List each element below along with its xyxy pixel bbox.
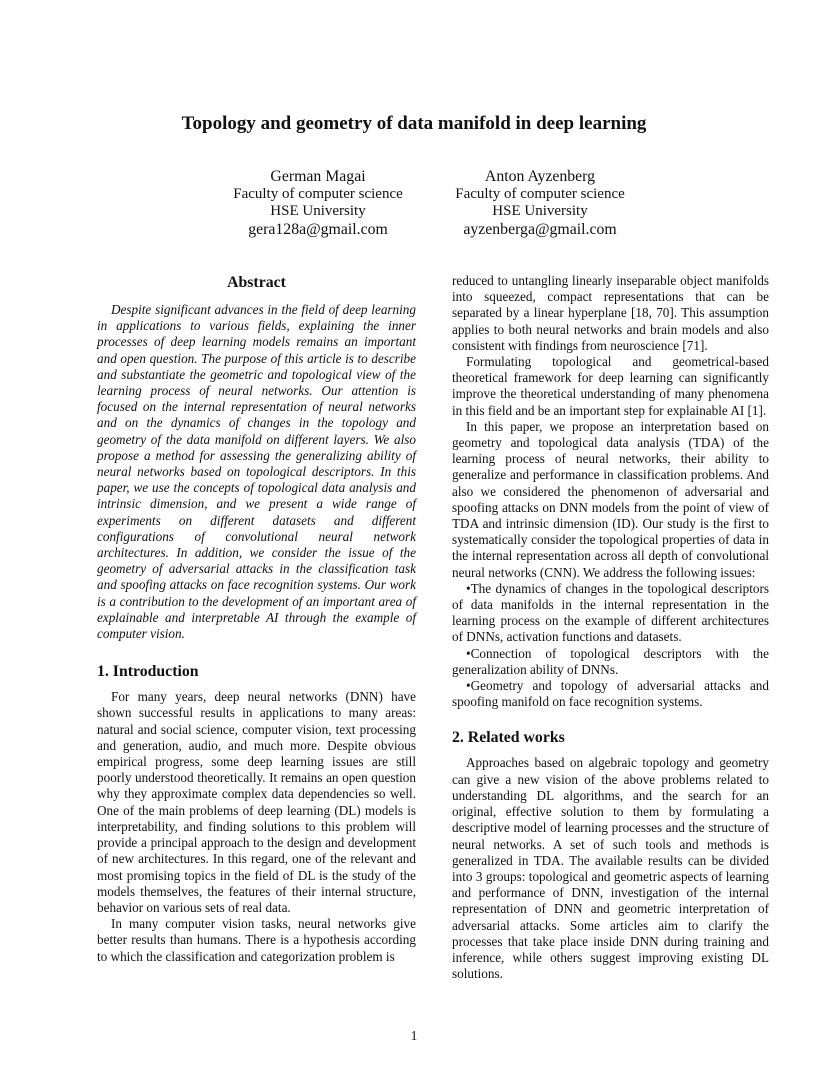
abstract-text: Despite significant advances in the field of deep learning in applications to various fields, explaining the inner processes of deep learning models remains an important and open question. The purpose of this article is to describe and substantiate the geometric and topological view of the learning process of neural networks. Our attention is focused on the internal representation of neural networks and on the dynamics of changes in the topology and geometry of the data manifold on different layers. We also propose a method for assessing the generalizing ability of neural networks based on topological descriptors. In this paper, we use the concepts of topological data analysis and intrinsic dimension, and we present a wide range of experiments on different datasets and different configurations of convolutional neural network architectures. In addition, we consider the issue of the geometry of adversarial attacks in the classification task and spoofing attacks on face recognition systems. Our work is a contribution to the development of an important area of explainable and interpretable AI through the example of computer vision. [97,302,416,642]
page-number: 1 [410,1028,418,1043]
intro-paragraph-4: In this paper, we propose an interpretation based on geometry and topological data analysis (TDA) of the learning process of neural networks, their ability to generalize and performance in classification problems. And also we considered the phenomenon of adversarial and spoofing attacks on DNN models from the point of view of TDA and intrinsic dimension (ID). Our study is the first to systematically consider the topological properties of data in the internal representation across all depth of convolutional neural networks (CNN). We address the following issues: [452,418,769,580]
author-university: HSE University [492,203,588,220]
intro-paragraph-2: In many computer vision tasks, neural networks give better results than humans. There is a hypothesis according to which the classification and categorization problem is [97,916,416,964]
author-email: gera128a@gmail.com [248,220,388,238]
author-name: Anton Ayzenberg [484,168,596,185]
author-affiliation: Faculty of computer science [455,185,625,202]
intro-paragraph-3: Formulating topological and geometrical-based theoretical framework for deep learning can significantly improve the theoretical understanding of many phenomena in this field and be an important step for explainable AI [1]. [452,354,769,418]
author-affiliation: Faculty of computer science [233,185,403,202]
related-paragraph-1: Approaches based on algebraic topology and geometry can give a new vision of the above problems related to understanding DL algorithms, and the search for an original, effective solution to them by formulating a descriptive model of learning processes and the structure of neural networks. A set of such tools and methods is generalized in TDA. The available results can be divided into 3 groups: topological and geometric aspects of learning and performance of DNN, investigation of the internal representation of DNN and geometric interpretation of adversarial attacks. Some articles aim to clarify the processes that take place inside DNN during training and inference, while others suggest improving existing DL solutions. [452,755,769,982]
author-block-1 [198,168,438,238]
intro-paragraph-2-continued: reduced to untangling linearly inseparable object manifolds into squeezed, compact representations that can be separated by a linear hyperplane [18, 70]. This assumption applies to both neural networks and brain models and also consistent with findings from neuroscience [71]. [452,273,769,353]
section-heading-related-works: 2. Related works [452,729,565,747]
author-block-2 [420,168,660,238]
list-item: •The dynamics of changes in the topological descriptors of data manifolds in the internal representation in the learning process on the example of different architectures of DNNs, activation functions and datasets. [452,580,769,645]
section-heading-introduction: 1. Introduction [97,663,199,681]
paper-title: Topology and geometry of data manifold in deep learning [181,113,647,134]
intro-paragraph-1: For many years, deep neural networks (DNN) have shown successful results in applications to many areas: natural and social science, computer vision, text processing and generation, audio, and much more. Despite obvious empirical progress, some deep learning issues are still poorly understood theoretically. It remains an open question why they approximate complex data dependencies so well. One of the main problems of deep learning (DL) models is interpretability, and finding solutions to this problem will provide a principal approach to the design and development of new architectures. In this regard, one of the relevant and most promising topics in the field of DL is the study of the models themselves, the features of their internal structure, behavior on various sets of real data. [97,689,416,915]
list-item: •Connection of topological descriptors with the generalization ability of DNNs. [452,645,769,677]
right-column [452,273,769,982]
list-item: •Geometry and topology of adversarial attacks and spoofing manifold on face recognition systems. [452,678,769,710]
left-column [97,274,416,965]
abstract-heading: Abstract [227,274,286,291]
author-university: HSE University [270,203,366,220]
author-name: German Magai [270,168,366,185]
author-email: ayzenberga@gmail.com [463,220,617,238]
